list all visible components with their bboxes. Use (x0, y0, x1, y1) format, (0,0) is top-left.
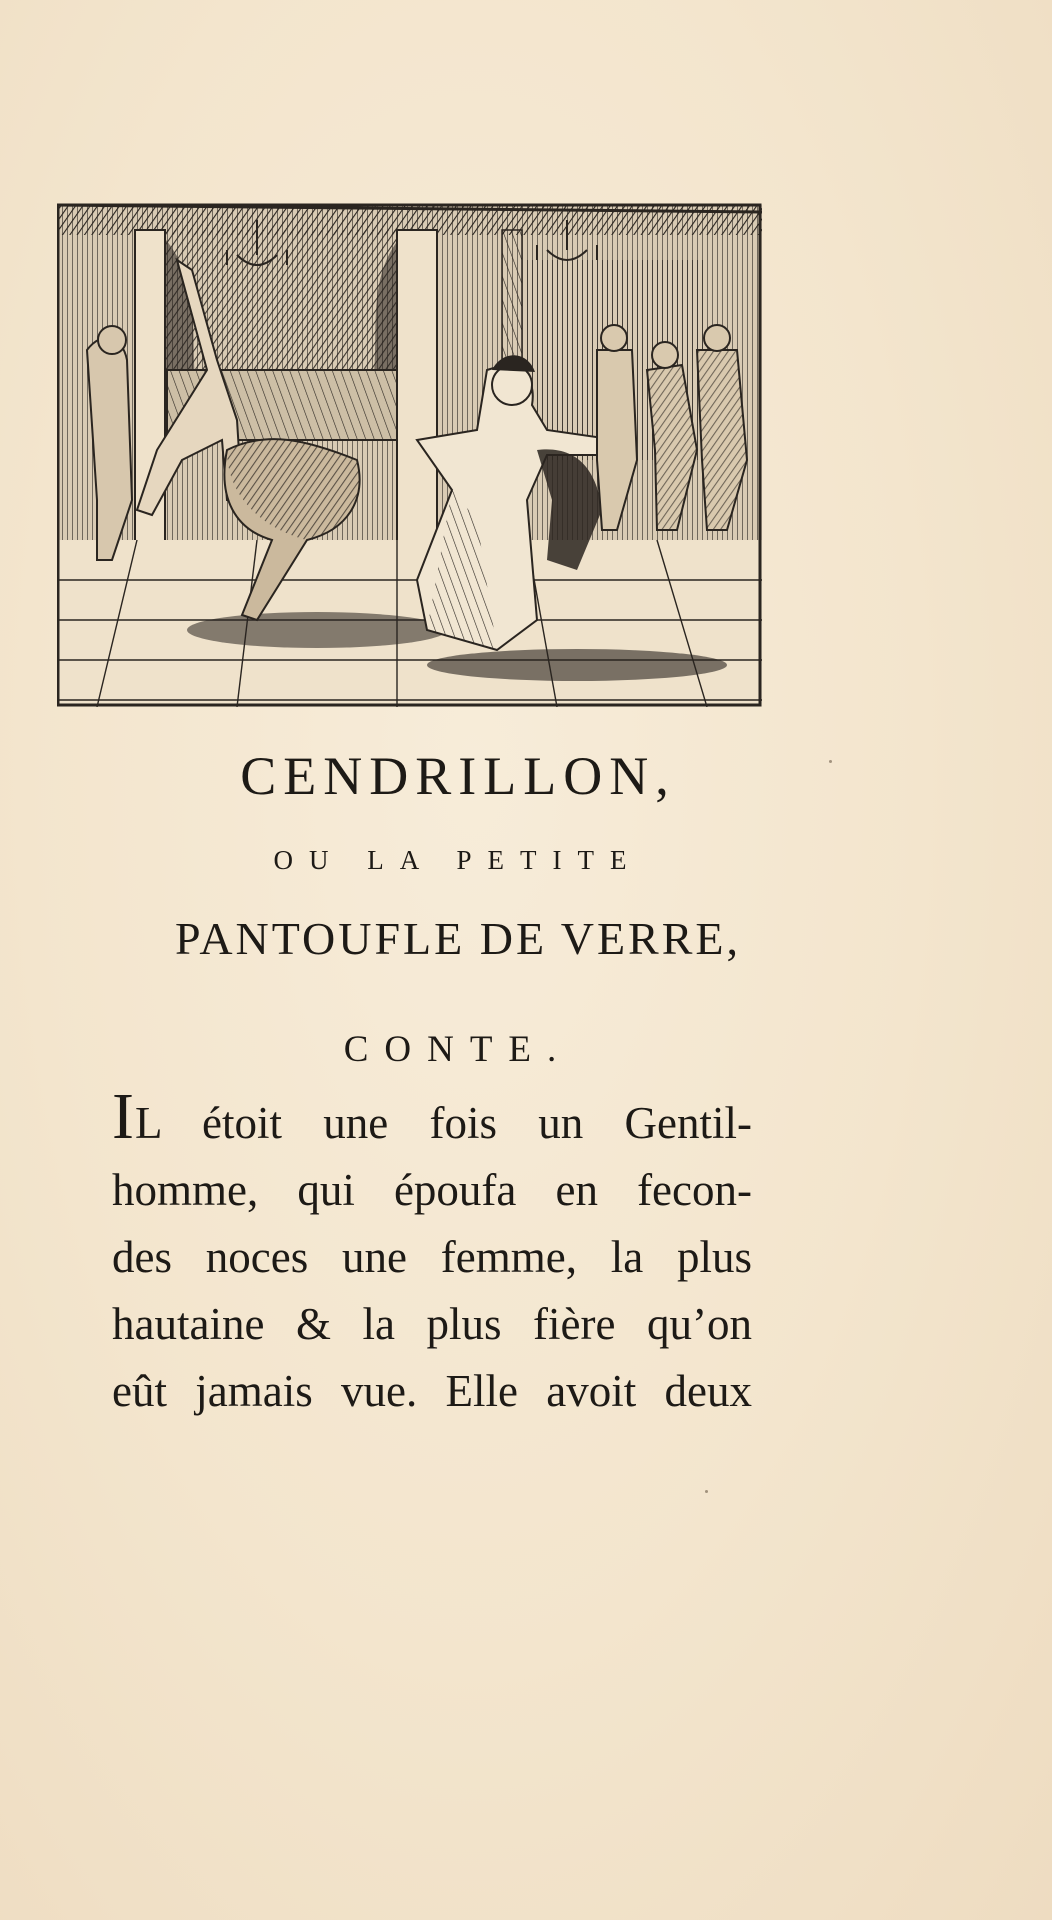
story-opening-text (112, 1080, 752, 1425)
text-line: hautaine & la plus fière qu’on (112, 1299, 752, 1349)
story-subtitle-line-2: PANTOUFLE DE VERRE, (174, 913, 742, 964)
text-line: homme, qui époufa en fecon- (112, 1165, 752, 1215)
story-title: CENDRILLON, (240, 746, 676, 806)
paper-speck (705, 1490, 708, 1493)
text-line: eût jamais vue. Elle avoit deux (112, 1366, 752, 1416)
text-line (112, 1080, 752, 1157)
engraving-illustration (57, 200, 762, 707)
genre-label: CONTE. (343, 1029, 573, 1070)
drop-cap: I (112, 1080, 135, 1153)
paper-speck (829, 760, 832, 763)
story-subtitle-line-1: OU LA PETITE (273, 845, 643, 875)
text-line: des noces une femme, la plus (112, 1232, 752, 1282)
text-line-content: L étoit une fois un Gentil- (134, 1098, 752, 1148)
